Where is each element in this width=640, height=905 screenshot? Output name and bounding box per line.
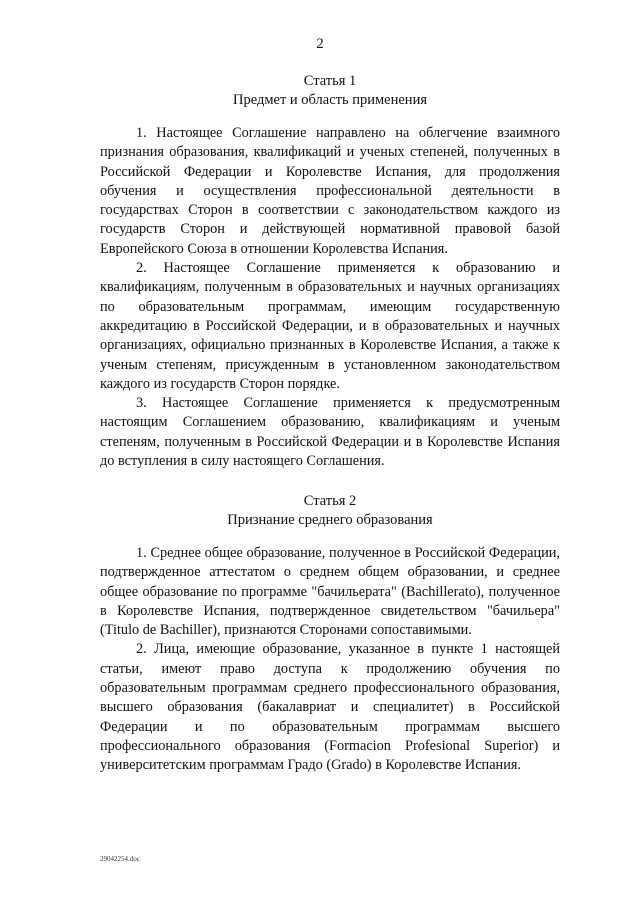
article-1-paragraph-2: 2. Настоящее Соглашение применяется к образованию и квалификациям, полученным в образовательных и научных организациях по образовательным программам, имеющим государственную аккредитацию в Российской Федерации, и в образовательных и научных организациях, официально признанных в Королевстве Испания, а также к ученым степеням, присужденным в установленном законодательством каждого из государств Сторон порядке. bbox=[100, 260, 560, 392]
file-name-footer: 29042254.doc bbox=[100, 855, 140, 863]
article-1-paragraph-3: 3. Настоящее Соглашение применяется к предусмотренным настоящим Соглашением образованию, квалификациям и ученым степеням, полученным в Российской Федерации и в Королевстве Испания до вступления в силу настоящего Соглашения. bbox=[100, 395, 560, 470]
article-2-body bbox=[100, 544, 560, 776]
article-2-paragraph-1: 1. Среднее общее образование, полученное в Российской Федерации, подтвержденное аттестатом о среднем общем образовании, и среднее общее образование по программе "бачильерата" (Bachillerato), полученное в Королевстве Испания, подтвержденное свидетельством "бачильера" (Titulo de Bachiller), признаются Сторонами сопоставимыми. bbox=[100, 545, 560, 639]
page-number: 2 bbox=[316, 36, 324, 52]
article-2-subtitle: Признание среднего образования bbox=[227, 512, 433, 528]
article-1-paragraph-1: 1. Настоящее Соглашение направлено на облегчение взаимного признания образования, квалификаций и ученых степеней, полученных в Российской Федерации и Королевстве Испания, для продолжения обучения и осуществления профессиональной деятельности в государствах Сторон в соответствии с законодательством каждого из государств Сторон и действующей нормативной правовой базой Европейского Союза в отношении Королевства Испания. bbox=[100, 125, 560, 257]
article-1-heading bbox=[100, 72, 560, 110]
article-1-body bbox=[100, 124, 560, 471]
article-1-title: Статья 1 bbox=[303, 73, 357, 89]
article-2-paragraph-2: 2. Лица, имеющие образование, указанное в пункте 1 настоящей статьи, имеют право доступа к продолжению обучения по образовательным программам среднего профессионального образования, высшего образования (бакалавриат и специалитет) в Российской Федерации и по образовательным программам высшего профессионального образования (Formacion Profesional Superior) и университетским программам Градо (Grado) в Королевстве Испания. bbox=[100, 641, 560, 774]
article-1-subtitle: Предмет и область применения bbox=[232, 92, 427, 108]
article-2-title: Статья 2 bbox=[303, 493, 357, 509]
article-2-heading bbox=[100, 492, 560, 530]
